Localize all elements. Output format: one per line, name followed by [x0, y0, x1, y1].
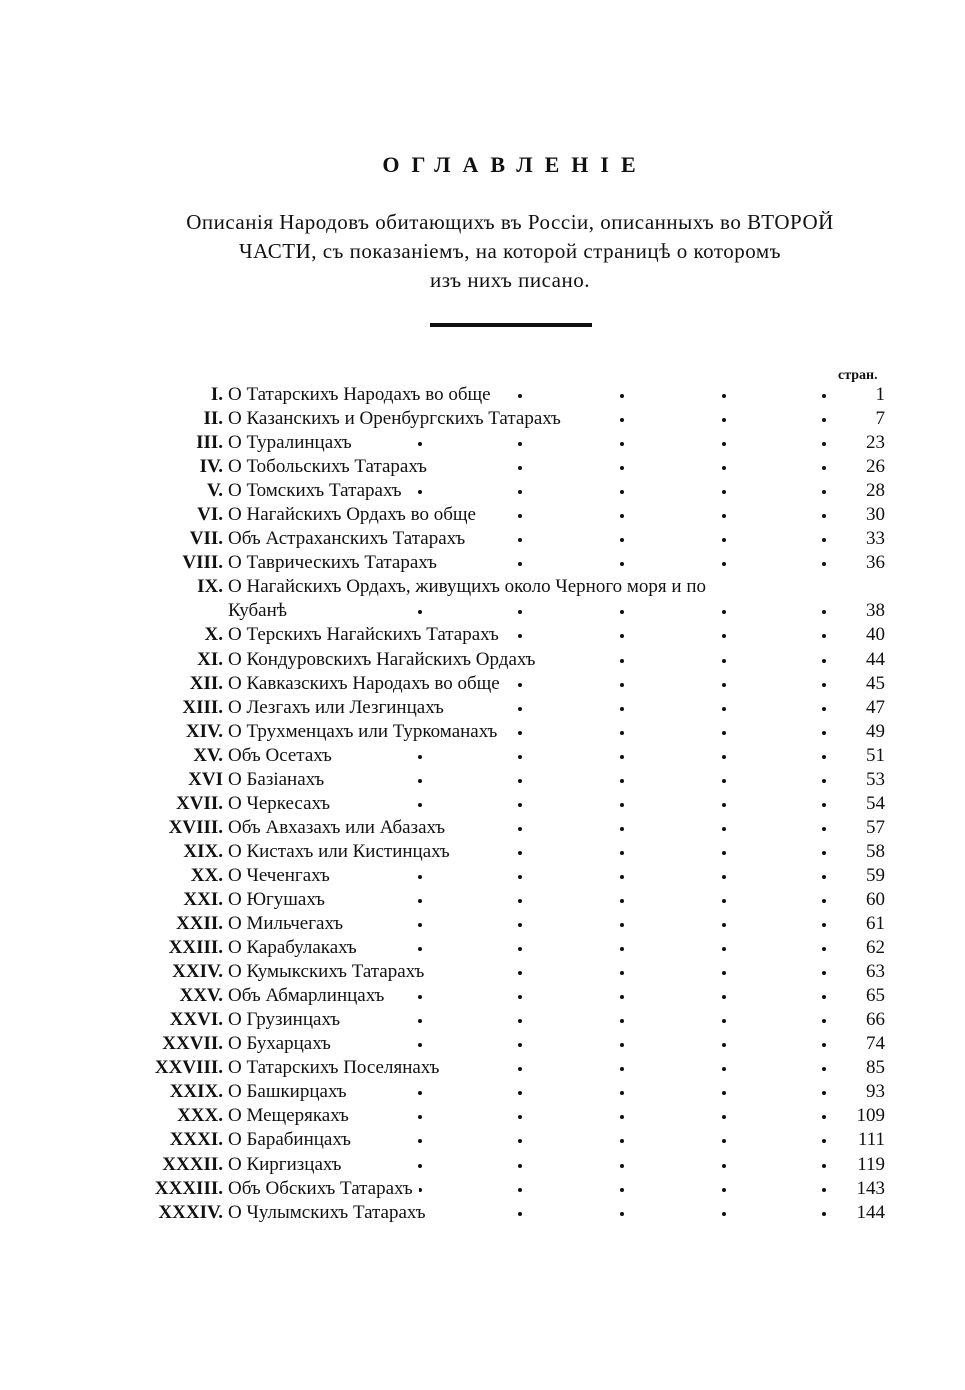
- toc-entry: [0, 1153, 965, 1177]
- leader-dot: [620, 1164, 624, 1168]
- leader-dot: [822, 1164, 826, 1168]
- leader-dot: [418, 1115, 422, 1119]
- entry-page: 58: [866, 840, 885, 862]
- leader-dot: [822, 538, 826, 542]
- toc-entry: [0, 431, 965, 455]
- leader-dot: [822, 659, 826, 663]
- entry-title: О Кумыкскихъ Татарахъ: [228, 960, 430, 984]
- leader-dot: [822, 707, 826, 711]
- leader-dot: [518, 731, 522, 735]
- leader-dot: [620, 490, 624, 494]
- leader-dot: [722, 755, 726, 759]
- leader-dot: [722, 442, 726, 446]
- entry-numeral: XX.: [190, 864, 223, 886]
- leader-dot: [518, 538, 522, 542]
- leader-dot: [620, 947, 624, 951]
- subtitle: [100, 208, 920, 295]
- entry-title: О Терскихъ Нагайскихъ Татарахъ: [228, 623, 505, 647]
- entry-title: Объ Обскихъ Татарахъ: [228, 1177, 419, 1201]
- entry-numeral: XVII.: [176, 792, 223, 814]
- entry-title: Объ Абмарлинцахъ: [228, 984, 390, 1008]
- leader-dot: [518, 562, 522, 566]
- leader-dot: [620, 707, 624, 711]
- leader-dot: [518, 1188, 522, 1192]
- entry-numeral: XIV.: [185, 720, 223, 742]
- entry-numeral: XXII.: [176, 913, 223, 935]
- leader-dot: [722, 779, 726, 783]
- leader-dot: [822, 1043, 826, 1047]
- leader-dot: [518, 971, 522, 975]
- entry-numeral: XXXIII.: [154, 1177, 223, 1199]
- toc-entry: [0, 936, 965, 960]
- leader-dot: [620, 899, 624, 903]
- entry-page: 53: [866, 768, 885, 790]
- toc-entry: [0, 1080, 965, 1104]
- entry-numeral: I.: [210, 384, 223, 405]
- leader-dot: [822, 923, 826, 927]
- leader-dot: [822, 1067, 826, 1071]
- toc-entry: [0, 888, 965, 912]
- leader-dot: [722, 851, 726, 855]
- leader-dot: [518, 827, 522, 831]
- entry-title: О Кондуровскихъ Нагайскихъ Ордахъ: [228, 648, 541, 672]
- leader-dot: [722, 1188, 726, 1192]
- leader-dot: [620, 394, 624, 398]
- toc-entry: [0, 1128, 965, 1152]
- entry-title: О Кистахъ или Кистинцахъ: [228, 840, 456, 864]
- leader-dot: [722, 827, 726, 831]
- leader-dot: [518, 490, 522, 494]
- entry-title: Объ Авхазахъ или Абазахъ: [228, 816, 451, 840]
- entry-title: О Таврическихъ Татарахъ: [228, 551, 443, 575]
- leader-dot: [518, 875, 522, 879]
- leader-dot: [418, 1091, 422, 1095]
- leader-dot: [620, 442, 624, 446]
- leader-dot: [620, 803, 624, 807]
- entry-numeral: XXXII.: [162, 1153, 223, 1175]
- leader-dot: [822, 610, 826, 614]
- entry-numeral: VIII.: [182, 552, 223, 574]
- leader-dot: [518, 1043, 522, 1047]
- leader-dot: [620, 610, 624, 614]
- leader-dot: [822, 755, 826, 759]
- leader-dot: [822, 731, 826, 735]
- entry-page: 85: [866, 1057, 885, 1079]
- leader-dot: [518, 1164, 522, 1168]
- leader-dot: [620, 466, 624, 470]
- leader-dot: [518, 683, 522, 687]
- leader-dot: [722, 875, 726, 879]
- toc-entry: [0, 792, 965, 816]
- entry-page: 33: [866, 528, 885, 550]
- leader-dot: [418, 610, 422, 614]
- leader-dot: [620, 1067, 624, 1071]
- leader-dot: [722, 923, 726, 927]
- entry-title: О Грузинцахъ: [228, 1008, 346, 1032]
- leader-dot: [722, 995, 726, 999]
- entry-page: 93: [866, 1081, 885, 1103]
- entry-numeral: XXVII.: [162, 1033, 223, 1055]
- leader-dot: [518, 995, 522, 999]
- leader-dot: [620, 779, 624, 783]
- leader-dot: [722, 514, 726, 518]
- leader-dot: [620, 659, 624, 663]
- leader-dot: [518, 1019, 522, 1023]
- toc-entry: [0, 960, 965, 984]
- leader-dot: [722, 731, 726, 735]
- entry-numeral: XXIII.: [168, 937, 223, 959]
- leader-dot: [722, 1139, 726, 1143]
- leader-dot: [620, 634, 624, 638]
- leader-dot: [518, 442, 522, 446]
- entry-numeral: XXV.: [179, 985, 223, 1007]
- leader-dot: [822, 466, 826, 470]
- leader-dot: [722, 1164, 726, 1168]
- entry-numeral: VII.: [189, 528, 223, 550]
- entry-title: О Томскихъ Татарахъ: [228, 479, 408, 503]
- entry-numeral: XVI: [188, 768, 223, 790]
- leader-dot: [722, 394, 726, 398]
- leader-dot: [518, 466, 522, 470]
- entry-page: 40: [866, 624, 885, 646]
- entry-page: 49: [866, 720, 885, 742]
- entry-numeral: XXIV.: [172, 961, 223, 983]
- leader-dot: [418, 875, 422, 879]
- toc-entry: [0, 720, 965, 744]
- toc-entry: [0, 1201, 965, 1225]
- leader-dot: [722, 610, 726, 614]
- entry-title: О Чеченгахъ: [228, 864, 336, 888]
- leader-dot: [620, 683, 624, 687]
- leader-dot: [518, 851, 522, 855]
- entry-title: О Мещерякахъ: [228, 1104, 355, 1128]
- toc-entry: [0, 864, 965, 888]
- leader-dot: [418, 1043, 422, 1047]
- toc-entry: [0, 768, 965, 792]
- entry-page: 36: [866, 552, 885, 574]
- entry-numeral: XII.: [189, 672, 223, 694]
- divider-rule: [430, 323, 592, 327]
- leader-dot: [620, 875, 624, 879]
- leader-dot: [620, 755, 624, 759]
- entry-page: 65: [866, 985, 885, 1007]
- leader-dot: [620, 971, 624, 975]
- entry-numeral: X.: [204, 624, 223, 646]
- leader-dot: [822, 1115, 826, 1119]
- leader-dot: [518, 394, 522, 398]
- entry-page: 30: [866, 504, 885, 526]
- leader-dot: [518, 755, 522, 759]
- entry-page: 54: [866, 792, 885, 814]
- leader-dot: [620, 1091, 624, 1095]
- leader-dot: [518, 923, 522, 927]
- entry-numeral: XIII.: [182, 696, 223, 718]
- leader-dot: [822, 947, 826, 951]
- leader-dot: [418, 947, 422, 951]
- entry-title: О Казанскихъ и Оренбургскихъ Татарахъ: [228, 407, 567, 431]
- leader-dot: [418, 899, 422, 903]
- leader-dot: [620, 1115, 624, 1119]
- table-of-contents: [0, 383, 965, 1225]
- entry-title: О Киргизцахъ: [228, 1153, 347, 1177]
- leader-dot: [822, 875, 826, 879]
- leader-dot: [418, 1164, 422, 1168]
- leader-dot: [722, 466, 726, 470]
- leader-dot: [822, 779, 826, 783]
- entry-title-continued: Кубанѣ: [228, 599, 293, 623]
- leader-dot: [822, 514, 826, 518]
- leader-dot: [518, 947, 522, 951]
- toc-entry: [0, 984, 965, 1008]
- toc-entry: [0, 672, 965, 696]
- leader-dot: [620, 995, 624, 999]
- leader-dot: [722, 659, 726, 663]
- subtitle-line: Описанія Народовъ обитающихъ въ Россіи, описанныхъ во ВТОРОЙ: [186, 210, 834, 234]
- leader-dot: [822, 394, 826, 398]
- leader-dot: [722, 971, 726, 975]
- entry-numeral: XXVIII.: [154, 1057, 223, 1079]
- leader-dot: [822, 490, 826, 494]
- toc-entry: [0, 912, 965, 936]
- entry-page: 59: [866, 864, 885, 886]
- entry-numeral: VI.: [197, 504, 223, 526]
- leader-dot: [518, 634, 522, 638]
- entry-page: 63: [866, 961, 885, 983]
- entry-numeral: XVIII.: [168, 816, 223, 838]
- entry-title: О Кавказскихъ Народахъ во обще: [228, 672, 506, 696]
- entry-title: О Тобольскихъ Татарахъ: [228, 455, 433, 479]
- leader-dot: [822, 1019, 826, 1023]
- leader-dot: [418, 442, 422, 446]
- entry-page: 60: [866, 888, 885, 910]
- leader-dot: [518, 514, 522, 518]
- leader-dot: [620, 731, 624, 735]
- entry-page: 47: [866, 696, 885, 718]
- entry-title: О Татарскихъ Народахъ во обще: [228, 383, 497, 407]
- entry-title: О Черкесахъ: [228, 792, 336, 816]
- leader-dot: [418, 1139, 422, 1143]
- leader-dot: [722, 1115, 726, 1119]
- toc-entry: [0, 744, 965, 768]
- toc-entry: [0, 551, 965, 575]
- entry-page: 1: [875, 384, 885, 405]
- leader-dot: [518, 1091, 522, 1095]
- leader-dot: [722, 418, 726, 422]
- entry-page: 57: [866, 816, 885, 838]
- entry-title: О Туралинцахъ: [228, 431, 358, 455]
- entry-numeral: XXXI.: [169, 1129, 223, 1151]
- subtitle-line: ЧАСТИ, съ показаніемъ, на которой страницѣ о которомъ: [238, 239, 782, 263]
- entry-title: О Чулымскихъ Татарахъ: [228, 1201, 432, 1225]
- leader-dot: [620, 1043, 624, 1047]
- entry-page: 66: [866, 1009, 885, 1031]
- leader-dot: [620, 418, 624, 422]
- entry-page: 119: [857, 1153, 885, 1175]
- toc-entry: [0, 1032, 965, 1056]
- leader-dot: [722, 562, 726, 566]
- toc-entry: [0, 648, 965, 672]
- leader-dot: [722, 1067, 726, 1071]
- leader-dot: [518, 1115, 522, 1119]
- entry-title: О Нагайскихъ Ордахъ, живущихъ около Черного моря и по: [228, 575, 712, 599]
- entry-numeral: XXX.: [177, 1105, 223, 1127]
- leader-dot: [518, 610, 522, 614]
- leader-dot: [418, 490, 422, 494]
- entry-page: 74: [866, 1033, 885, 1055]
- entry-page: 45: [866, 672, 885, 694]
- entry-title: Объ Астраханскихъ Татарахъ: [228, 527, 471, 551]
- entry-title: О Базіанахъ: [228, 768, 330, 792]
- leader-dot: [418, 803, 422, 807]
- entry-numeral: XV.: [193, 744, 223, 766]
- toc-entry: [0, 1008, 965, 1032]
- leader-dot: [518, 899, 522, 903]
- entry-numeral: V.: [206, 480, 223, 502]
- entry-title: О Мильчегахъ: [228, 912, 349, 936]
- leader-dot: [822, 1139, 826, 1143]
- leader-dot: [822, 971, 826, 975]
- entry-numeral: XXI.: [183, 888, 223, 910]
- toc-entry: [0, 840, 965, 864]
- leader-dot: [822, 562, 826, 566]
- entry-page: 61: [866, 913, 885, 935]
- leader-dot: [620, 538, 624, 542]
- leader-dot: [722, 899, 726, 903]
- leader-dot: [722, 947, 726, 951]
- leader-dot: [620, 562, 624, 566]
- leader-dot: [722, 1212, 726, 1216]
- leader-dot: [418, 923, 422, 927]
- toc-entry: [0, 407, 965, 431]
- entry-title: О Трухменцахъ или Туркоманахъ: [228, 720, 503, 744]
- leader-dot: [722, 490, 726, 494]
- leader-dot: [822, 827, 826, 831]
- leader-dot: [418, 995, 422, 999]
- page-title: ОГЛАВЛЕНІЕ: [382, 152, 648, 177]
- entry-title: О Югушахъ: [228, 888, 331, 912]
- leader-dot: [620, 1019, 624, 1023]
- leader-dot: [722, 634, 726, 638]
- leader-dot: [518, 1139, 522, 1143]
- entry-page: 26: [866, 456, 885, 478]
- leader-dot: [620, 1188, 624, 1192]
- entry-title: Объ Осетахъ: [228, 744, 338, 768]
- entry-numeral: XXVI.: [169, 1009, 223, 1031]
- subtitle-line: изъ нихъ писано.: [430, 268, 590, 292]
- entry-numeral: XXXIV.: [158, 1201, 223, 1223]
- toc-entry: [0, 455, 965, 479]
- entry-page: 143: [856, 1177, 885, 1199]
- leader-dot: [418, 755, 422, 759]
- entry-title: О Бухарцахъ: [228, 1032, 337, 1056]
- entry-numeral: II.: [203, 408, 223, 430]
- toc-entry: [0, 696, 965, 720]
- entry-numeral: IX.: [197, 576, 223, 598]
- leader-dot: [722, 683, 726, 687]
- leader-dot: [822, 995, 826, 999]
- entry-page: 144: [856, 1201, 885, 1223]
- leader-dot: [822, 418, 826, 422]
- entry-title: О Барабинцахъ: [228, 1128, 357, 1152]
- entry-page: 51: [866, 744, 885, 766]
- entry-numeral: IV.: [199, 456, 223, 478]
- leader-dot: [722, 803, 726, 807]
- entry-page: 109: [856, 1105, 885, 1127]
- toc-entry: [0, 527, 965, 551]
- leader-dot: [620, 1212, 624, 1216]
- leader-dot: [722, 538, 726, 542]
- entry-page: 44: [866, 648, 885, 670]
- entry-numeral: XXIX.: [169, 1081, 223, 1103]
- entry-title: О Лезгахъ или Лезгинцахъ: [228, 696, 450, 720]
- leader-dot: [722, 1091, 726, 1095]
- leader-dot: [822, 899, 826, 903]
- toc-entry: [0, 623, 965, 647]
- toc-entry: [0, 383, 965, 407]
- leader-dot: [620, 514, 624, 518]
- leader-dot: [620, 851, 624, 855]
- leader-dot: [418, 1019, 422, 1023]
- entry-page: 28: [866, 480, 885, 502]
- entry-page: 7: [875, 408, 885, 430]
- leader-dot: [620, 1139, 624, 1143]
- entry-numeral: XI.: [197, 648, 223, 670]
- entry-page: 111: [857, 1129, 885, 1151]
- leader-dot: [620, 827, 624, 831]
- toc-entry: [0, 1177, 965, 1201]
- entry-page: 62: [866, 937, 885, 959]
- toc-entry: [0, 503, 965, 527]
- leader-dot: [722, 707, 726, 711]
- entry-numeral: III.: [196, 432, 223, 454]
- leader-dot: [722, 1043, 726, 1047]
- leader-dot: [518, 779, 522, 783]
- leader-dot: [822, 1188, 826, 1192]
- leader-dot: [620, 923, 624, 927]
- toc-entry: [0, 1056, 965, 1080]
- leader-dot: [822, 851, 826, 855]
- toc-entry: [0, 479, 965, 503]
- leader-dot: [822, 1212, 826, 1216]
- leader-dot: [518, 803, 522, 807]
- leader-dot: [518, 1067, 522, 1071]
- leader-dot: [822, 1091, 826, 1095]
- leader-dot: [822, 803, 826, 807]
- leader-dot: [418, 779, 422, 783]
- entry-title: О Нагайскихъ Ордахъ во обще: [228, 503, 482, 527]
- leader-dot: [518, 1212, 522, 1216]
- leader-dot: [822, 683, 826, 687]
- entry-title: О Карабулакахъ: [228, 936, 363, 960]
- leader-dot: [722, 1019, 726, 1023]
- leader-dot: [822, 634, 826, 638]
- entry-title: О Башкирцахъ: [228, 1080, 353, 1104]
- entry-page: 23: [866, 432, 885, 454]
- leader-dot: [822, 442, 826, 446]
- toc-entry: [0, 575, 965, 599]
- toc-entry: [0, 1104, 965, 1128]
- entry-title: О Татарскихъ Поселянахъ: [228, 1056, 445, 1080]
- leader-dot: [518, 707, 522, 711]
- toc-entry: [0, 816, 965, 840]
- entry-page: 38: [866, 600, 885, 622]
- toc-entry: [0, 599, 965, 623]
- page-column-label: стран.: [838, 368, 878, 383]
- entry-numeral: XIX.: [183, 840, 223, 862]
